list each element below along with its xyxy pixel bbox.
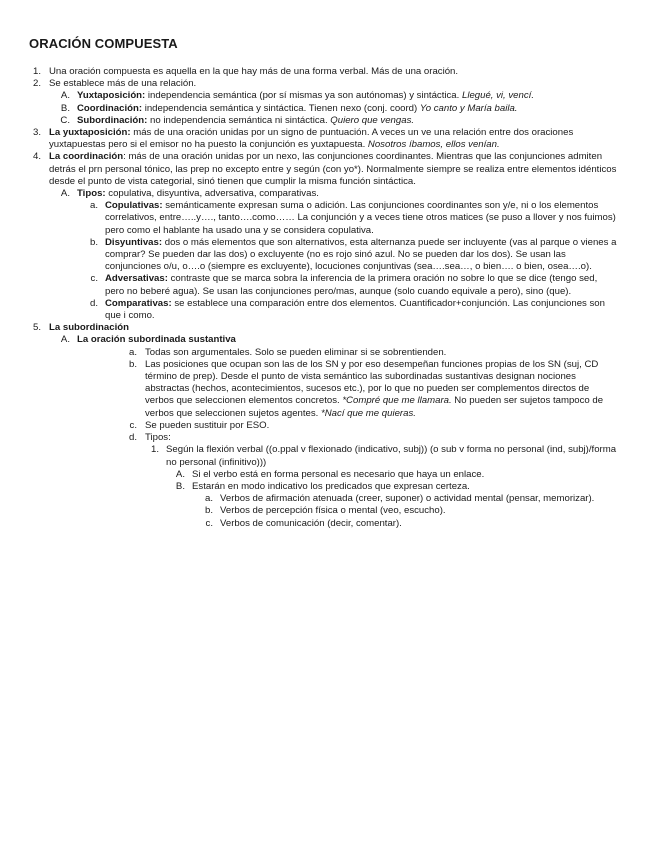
list-item-3: [29, 127, 619, 151]
list-item-2c: [29, 115, 619, 127]
item-number: a.: [204, 493, 213, 505]
list-item-5a-a: [29, 347, 619, 359]
list-item-4a-c: [29, 273, 619, 297]
page-title: ORACIÓN COMPUESTA: [29, 36, 178, 51]
item-text: Según la flexión verbal ((o.ppal v flexionado (indicativo, subj)) (o sub v forma no personal (ind, subj)/forma no personal (infinitivo))): [166, 444, 617, 468]
item-number: A.: [60, 188, 70, 200]
item-number: c.: [205, 517, 213, 529]
item-text: Una oración compuesta es aquella en la que hay más de una forma verbal. Más de una oración.: [49, 66, 459, 77]
list-item-4a-a: [29, 200, 619, 237]
item-text: Si el verbo está en forma personal es necesario que haya un enlace.: [192, 468, 485, 480]
item-example-2: *Nací que me quieras.: [321, 407, 416, 419]
item-label: Subordinación:: [77, 114, 148, 126]
item-number: B.: [60, 102, 70, 114]
list-item-4: [29, 151, 619, 188]
list-item-5a-d-1-B-b: [29, 505, 619, 517]
item-text: independencia semántica (por sí mismas ya son autónomas) y sintáctica.: [145, 90, 462, 102]
item-number: b.: [89, 236, 98, 248]
item-number: d.: [128, 432, 137, 444]
item-text: más de una oración unidas por un signo de puntuación. A veces un ve una relación entre dos oraciones yuxtapuestas pero si el emisor no ha puesto la conjunción es yuxtapuesta.: [49, 127, 574, 151]
item-text: Se pueden sustituir por ESO.: [145, 419, 270, 431]
list-item-4a-d: [29, 298, 619, 322]
item-number: c.: [90, 273, 98, 285]
item-number: 5.: [32, 322, 41, 334]
item-label: Disyuntivas:: [105, 236, 163, 248]
item-text: Estarán en modo indicativo los predicados que expresan certeza.: [192, 480, 470, 492]
list-item-5a-c: [29, 420, 619, 432]
item-text: dos o más elementos que son alternativos, esta alternanza puede ser incluyente (vas al parque o vienes a comprar? Se pueden dar las dos) o excluyente (no es rojo sinó azul. No se pueden dar los dos). Se usan las conjunciones o/u, o….o (siempre es excluyente), locuciones conjuntivas (sea….sea…, o bien…. o bien, osea….o).: [105, 236, 617, 273]
item-number: b.: [204, 505, 213, 517]
item-text: se establece una comparación entre dos elementos. Cuantificador+conjunción. Las conjunciones son que i como.: [105, 297, 605, 322]
item-text: contraste que se marca sobra la inferencia de la primera oración no sobre lo que se dice (tengo sed, pero no beberé agua). Se usan las conjunciones pero/mas, aunque (solo cuando equivale a pero), sino (que).: [105, 273, 598, 297]
item-number: 1.: [150, 444, 159, 456]
item-label: La subordinación: [49, 322, 129, 334]
list-item-5a-d-1: [29, 444, 619, 468]
item-label: Yuxtaposición:: [77, 90, 146, 102]
item-text: Se establece más de una relación.: [49, 78, 197, 90]
item-example: Llegué, vi, vencí.: [461, 90, 534, 102]
item-text: Verbos de comunicación (decir, comentar).: [220, 517, 402, 529]
list-item-5a-d-1-B: [29, 481, 619, 493]
item-label: Adversativas:: [105, 273, 168, 285]
item-label: La yuxtaposición:: [49, 127, 131, 139]
list-item-2a: [29, 90, 619, 102]
item-number: a.: [89, 200, 98, 212]
item-number: b.: [128, 358, 137, 370]
item-number: A.: [60, 334, 70, 346]
item-label: Coordinación:: [77, 102, 143, 114]
list-item-5a: [29, 334, 619, 346]
list-item-2b: [29, 103, 619, 115]
item-text: Tipos:: [145, 432, 171, 444]
item-example: *Compré que me llamara.: [342, 395, 452, 407]
item-number: 1.: [32, 66, 41, 77]
item-label: La coordinación: [49, 151, 124, 163]
list-item-5a-d-1-B-c: [29, 518, 619, 530]
item-text: copulativa, disyuntiva, adversativa, comparativas.: [105, 188, 319, 200]
item-number: A.: [175, 468, 185, 480]
item-number: A.: [60, 90, 70, 102]
item-label: Tipos:: [77, 188, 106, 200]
item-example: Quiero que vengas.: [330, 114, 415, 126]
list-item-2: [29, 78, 619, 90]
item-text: Todas son argumentales. Solo se pueden eliminar si se sobrentienden.: [145, 346, 447, 358]
list-item-4a: [29, 188, 619, 200]
list-item-1: [29, 66, 619, 78]
item-number: a.: [128, 346, 137, 358]
item-example: Nosotros íbamos, ellos venían.: [367, 139, 500, 151]
item-number: d.: [89, 297, 98, 309]
document-page: [29, 36, 619, 530]
list-item-5a-b: [29, 359, 619, 420]
list-item-5: [29, 322, 619, 334]
item-text: : más de una oración unidas por un nexo, las conjunciones coordinantes. Mientras que las conjunciones admiten detrás el prn personal tónico, las prep no excepto entre y según (con yo*). Normalmente siempre se realiza entre elementos idénticos desde el punto de vista categorial, sinó tienen que cumplir la misma función sintáctica.: [49, 151, 617, 187]
list-item-5a-d-1-A: [29, 469, 619, 481]
item-text: no independencia semántica ni sintáctica.: [147, 114, 331, 126]
item-number: 3.: [32, 127, 41, 139]
item-label: Copulativas:: [105, 200, 163, 212]
item-text: semánticamente expresan suma o adición. Las conjunciones coordinantes son y/e, ni o los elementos correlativos, entre…..y…., tanto….como…… La conjunción y a veces tiene otros matices (se puso a llover y nos fuimos) pero como el hablante ha usado una y se considera copulativa.: [105, 200, 616, 236]
item-label: La oración subordinada sustantiva: [77, 334, 236, 346]
item-number: C.: [60, 114, 70, 126]
list-item-5a-d-1-B-a: [29, 493, 619, 505]
item-example: Yo canto y María baila.: [419, 102, 518, 114]
item-number: B.: [175, 480, 185, 492]
item-text: Verbos de percepción física o mental (veo, escucho).: [220, 505, 446, 517]
item-text: Las posiciones que ocupan son las de los SN y por eso desempeñan funciones propias de los SN (suj, CD término de prep). Desde el punto de vista semántico las subordinadas sustantivas designan nociones abstractas (hechos, acontecimientos, sucesos etc.), por lo que no pueden ser complementos directos de verbos que seleccionen elementos concretos.: [145, 358, 599, 407]
item-text: Verbos de afirmación atenuada (creer, suponer) o actividad mental (pensar, memorizar).: [220, 493, 595, 505]
item-number: 2.: [32, 78, 41, 90]
item-text: independencia semántica y sintáctica. Tienen nexo (conj. coord): [142, 102, 420, 114]
item-text-2: No pueden ser sujetos tampoco de verbos que seleccionen sujetos agentes.: [145, 395, 604, 419]
list-item-4a-b: [29, 237, 619, 274]
item-number: 4.: [32, 151, 41, 163]
list-item-5a-d: [29, 432, 619, 444]
item-label: Comparativas:: [105, 297, 172, 309]
item-number: c.: [129, 419, 137, 431]
